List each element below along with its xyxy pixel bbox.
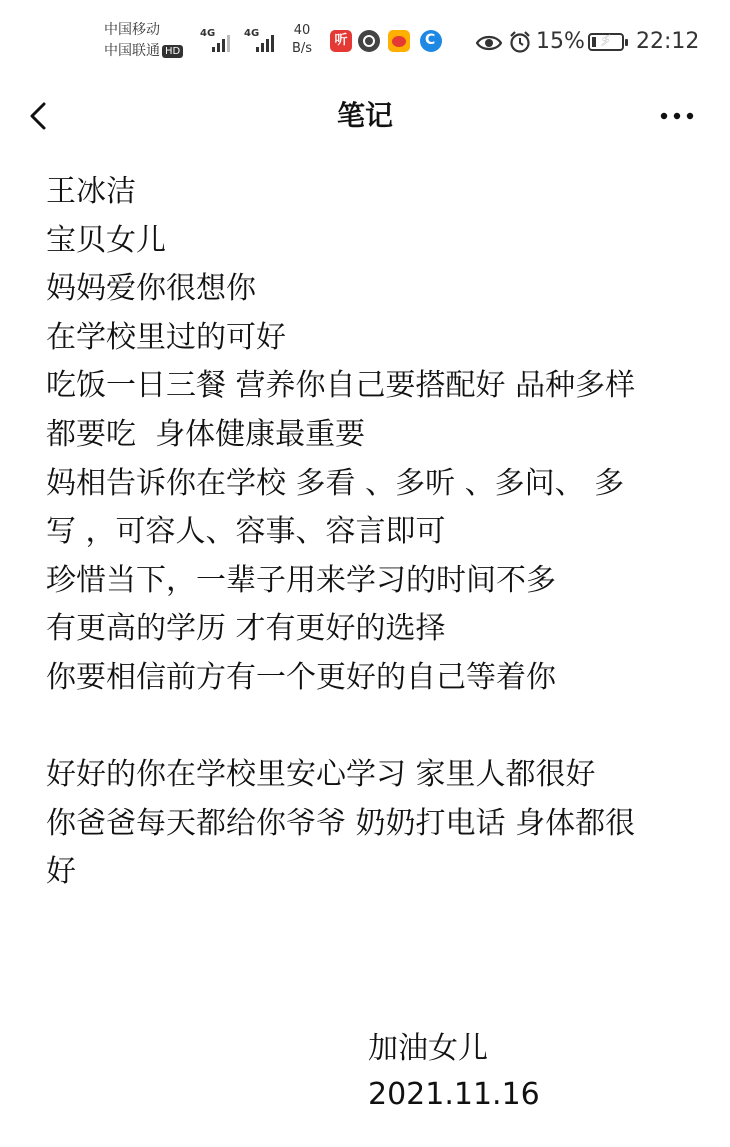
note-line: 你爸爸每天都给你爷爷 奶奶打电话 身体都很	[46, 805, 636, 841]
note-line: 妈妈爱你很想你	[46, 271, 256, 307]
more-options-button[interactable]	[654, 98, 700, 134]
net-speed-value: 40	[293, 23, 311, 38]
note-line: 妈相告诉你在学校 多看 、多听 、多问、 多	[46, 465, 625, 501]
note-signature-block	[368, 1026, 540, 1118]
note-line: 有更高的学历 才有更好的选择	[46, 611, 446, 647]
note-body[interactable]	[46, 168, 696, 897]
battery-percent: 15%	[536, 29, 585, 54]
title-bar	[0, 86, 730, 146]
note-line: 珍惜当下，一辈子用来学习的时间不多	[46, 562, 556, 598]
carrier-1-label: 中国移动	[104, 22, 160, 38]
signal-2-icon	[244, 28, 278, 52]
note-line: 王冰洁	[46, 174, 136, 209]
note-line: 好好的你在学校里安心学习 家里人都很好	[46, 757, 596, 793]
note-paragraph-2	[46, 751, 696, 897]
carrier-info	[104, 20, 183, 62]
more-horizontal-icon	[654, 98, 700, 134]
clock-time: 22:12	[636, 29, 700, 54]
battery-fill	[592, 37, 596, 47]
ting-icon: 听	[330, 30, 352, 52]
page-title: 笔记	[336, 99, 393, 132]
eye-comfort-icon	[476, 34, 502, 52]
note-line: 在学校里过的可好	[46, 319, 286, 355]
carrier-2-label: 中国联通	[104, 43, 160, 59]
note-line: 写 ，可容人、容事、容言即可	[46, 514, 446, 550]
note-line: 好	[46, 854, 76, 890]
note-line: 你要相信前方有一个更好的自己等着你	[46, 659, 556, 695]
signal-2-type: 4G	[244, 28, 260, 39]
note-date: 2021.11.16	[368, 1077, 540, 1112]
paragraph-gap	[46, 703, 696, 752]
note-signature: 加油女儿	[368, 1031, 488, 1066]
note-line: 都要吃 身体健康最重要	[46, 416, 366, 452]
signal-1-type: 4G	[200, 28, 216, 39]
charging-bolt-icon: ⚡	[600, 31, 612, 50]
net-speed-unit: B/s	[292, 41, 313, 56]
hd-badge: HD	[162, 45, 183, 58]
net-speed	[292, 22, 312, 58]
alarm-icon	[508, 30, 532, 54]
browser-icon	[420, 30, 442, 52]
note-line: 宝贝女儿	[46, 222, 166, 258]
note-line: 吃饭一日三餐 营养你自己要搭配好 品种多样	[46, 368, 636, 404]
ball-icon	[358, 30, 380, 52]
status-bar	[0, 0, 730, 80]
weibo-icon	[388, 30, 410, 52]
battery-icon	[588, 33, 624, 51]
note-paragraph-1	[46, 168, 696, 703]
signal-1-icon	[200, 28, 234, 52]
